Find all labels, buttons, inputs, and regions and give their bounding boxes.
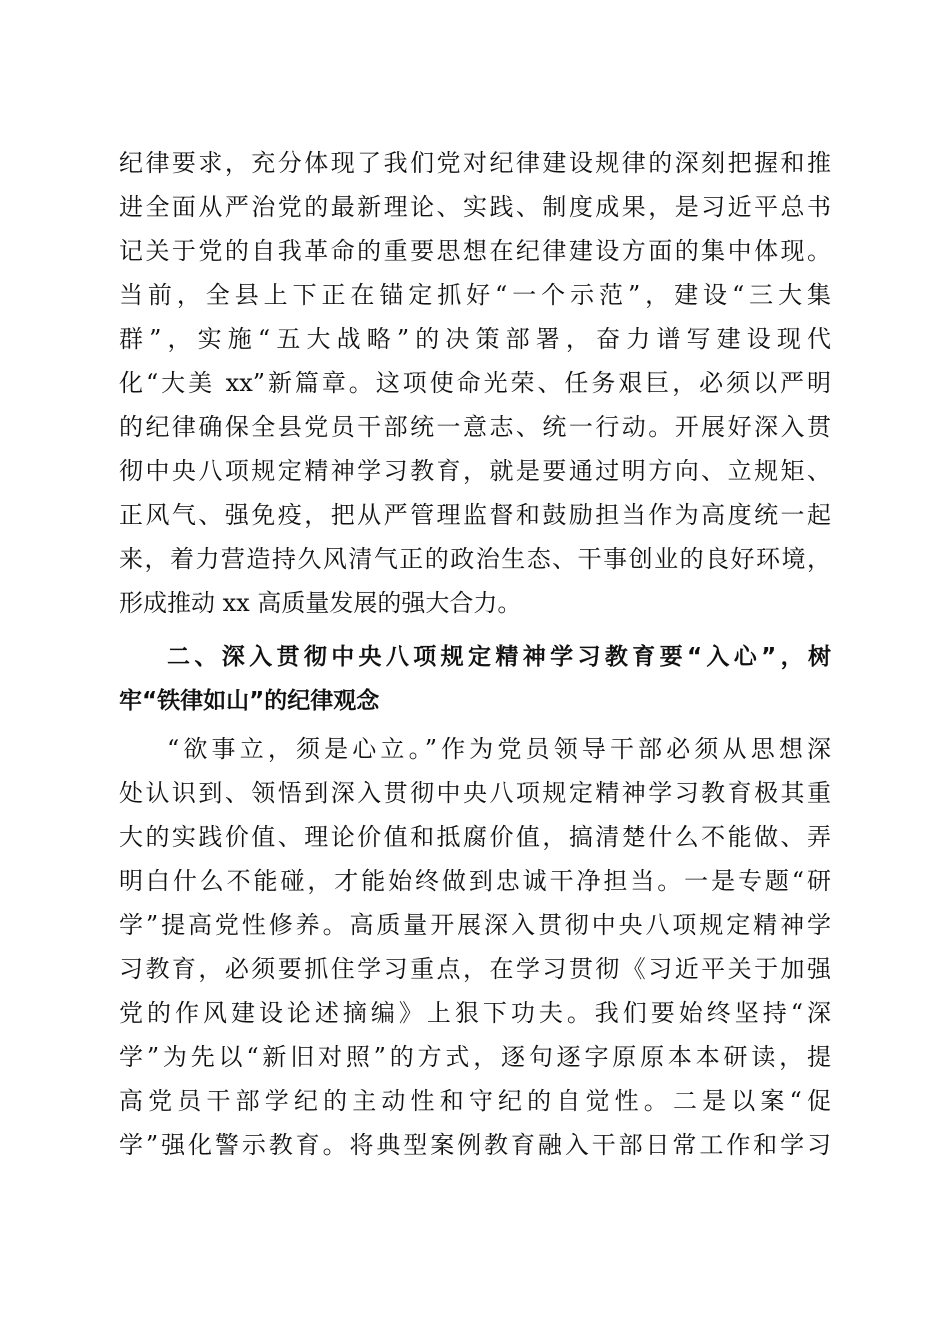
- text-line: 群”，实施“五大战略”的决策部署，奋力谱写建设现代: [119, 325, 831, 353]
- text-line: 形成推动 xx 高质量发展的强大合力。: [119, 589, 522, 617]
- text-line: 高党员干部学纪的主动性和守纪的自觉性。二是以案“促: [119, 1087, 831, 1115]
- text-line: 的纪律确保全县党员干部统一意志、统一行动。开展好深入贯: [119, 413, 831, 441]
- text-line: 记关于党的自我革命的重要思想在纪律建设方面的集中体现。: [119, 237, 831, 265]
- text-line: 化“大美 xx”新篇章。这项使命光荣、任务艰巨，必须以严明: [119, 369, 831, 397]
- text-line: 学”提高党性修养。高质量开展深入贯彻中央八项规定精神学: [119, 911, 831, 939]
- text-line: 进全面从严治党的最新理论、实践、制度成果，是习近平总书: [119, 193, 831, 221]
- text-line: 来，着力营造持久风清气正的政治生态、干事创业的良好环境，: [119, 545, 831, 573]
- text-line: 大的实践价值、理论价值和抵腐价值，搞清楚什么不能做、弄: [119, 823, 831, 851]
- text-line: 党的作风建设论述摘编》上狠下功夫。我们要始终坚持“深: [119, 999, 831, 1027]
- text-line: 正风气、强免疫，把从严管理监督和鼓励担当作为高度统一起: [119, 501, 831, 529]
- text-line: 当前，全县上下正在锚定抓好“一个示范”，建设“三大集: [119, 281, 831, 309]
- heading-line: 牢“铁律如山”的纪律观念: [119, 688, 380, 714]
- text-line: 习教育，必须要抓住学习重点，在学习贯彻《习近平关于加强: [119, 955, 831, 983]
- heading-line: 二、深入贯彻中央八项规定精神学习教育要“入心”，树: [167, 644, 831, 670]
- text-line: 纪律要求，充分体现了我们党对纪律建设规律的深刻把握和推: [119, 149, 831, 177]
- text-line: “欲事立，须是心立。”作为党员领导干部必须从思想深: [167, 735, 831, 763]
- text-line: 学”为先以“新旧对照”的方式，逐句逐字原原本本研读，提: [119, 1043, 831, 1071]
- text-line: 彻中央八项规定精神学习教育，就是要通过明方向、立规矩、: [119, 457, 831, 485]
- text-line: 明白什么不能碰，才能始终做到忠诚干净担当。一是专题“研: [119, 867, 831, 895]
- text-line: 处认识到、领悟到深入贯彻中央八项规定精神学习教育极其重: [119, 779, 831, 807]
- text-line: 学”强化警示教育。将典型案例教育融入干部日常工作和学习: [119, 1131, 831, 1159]
